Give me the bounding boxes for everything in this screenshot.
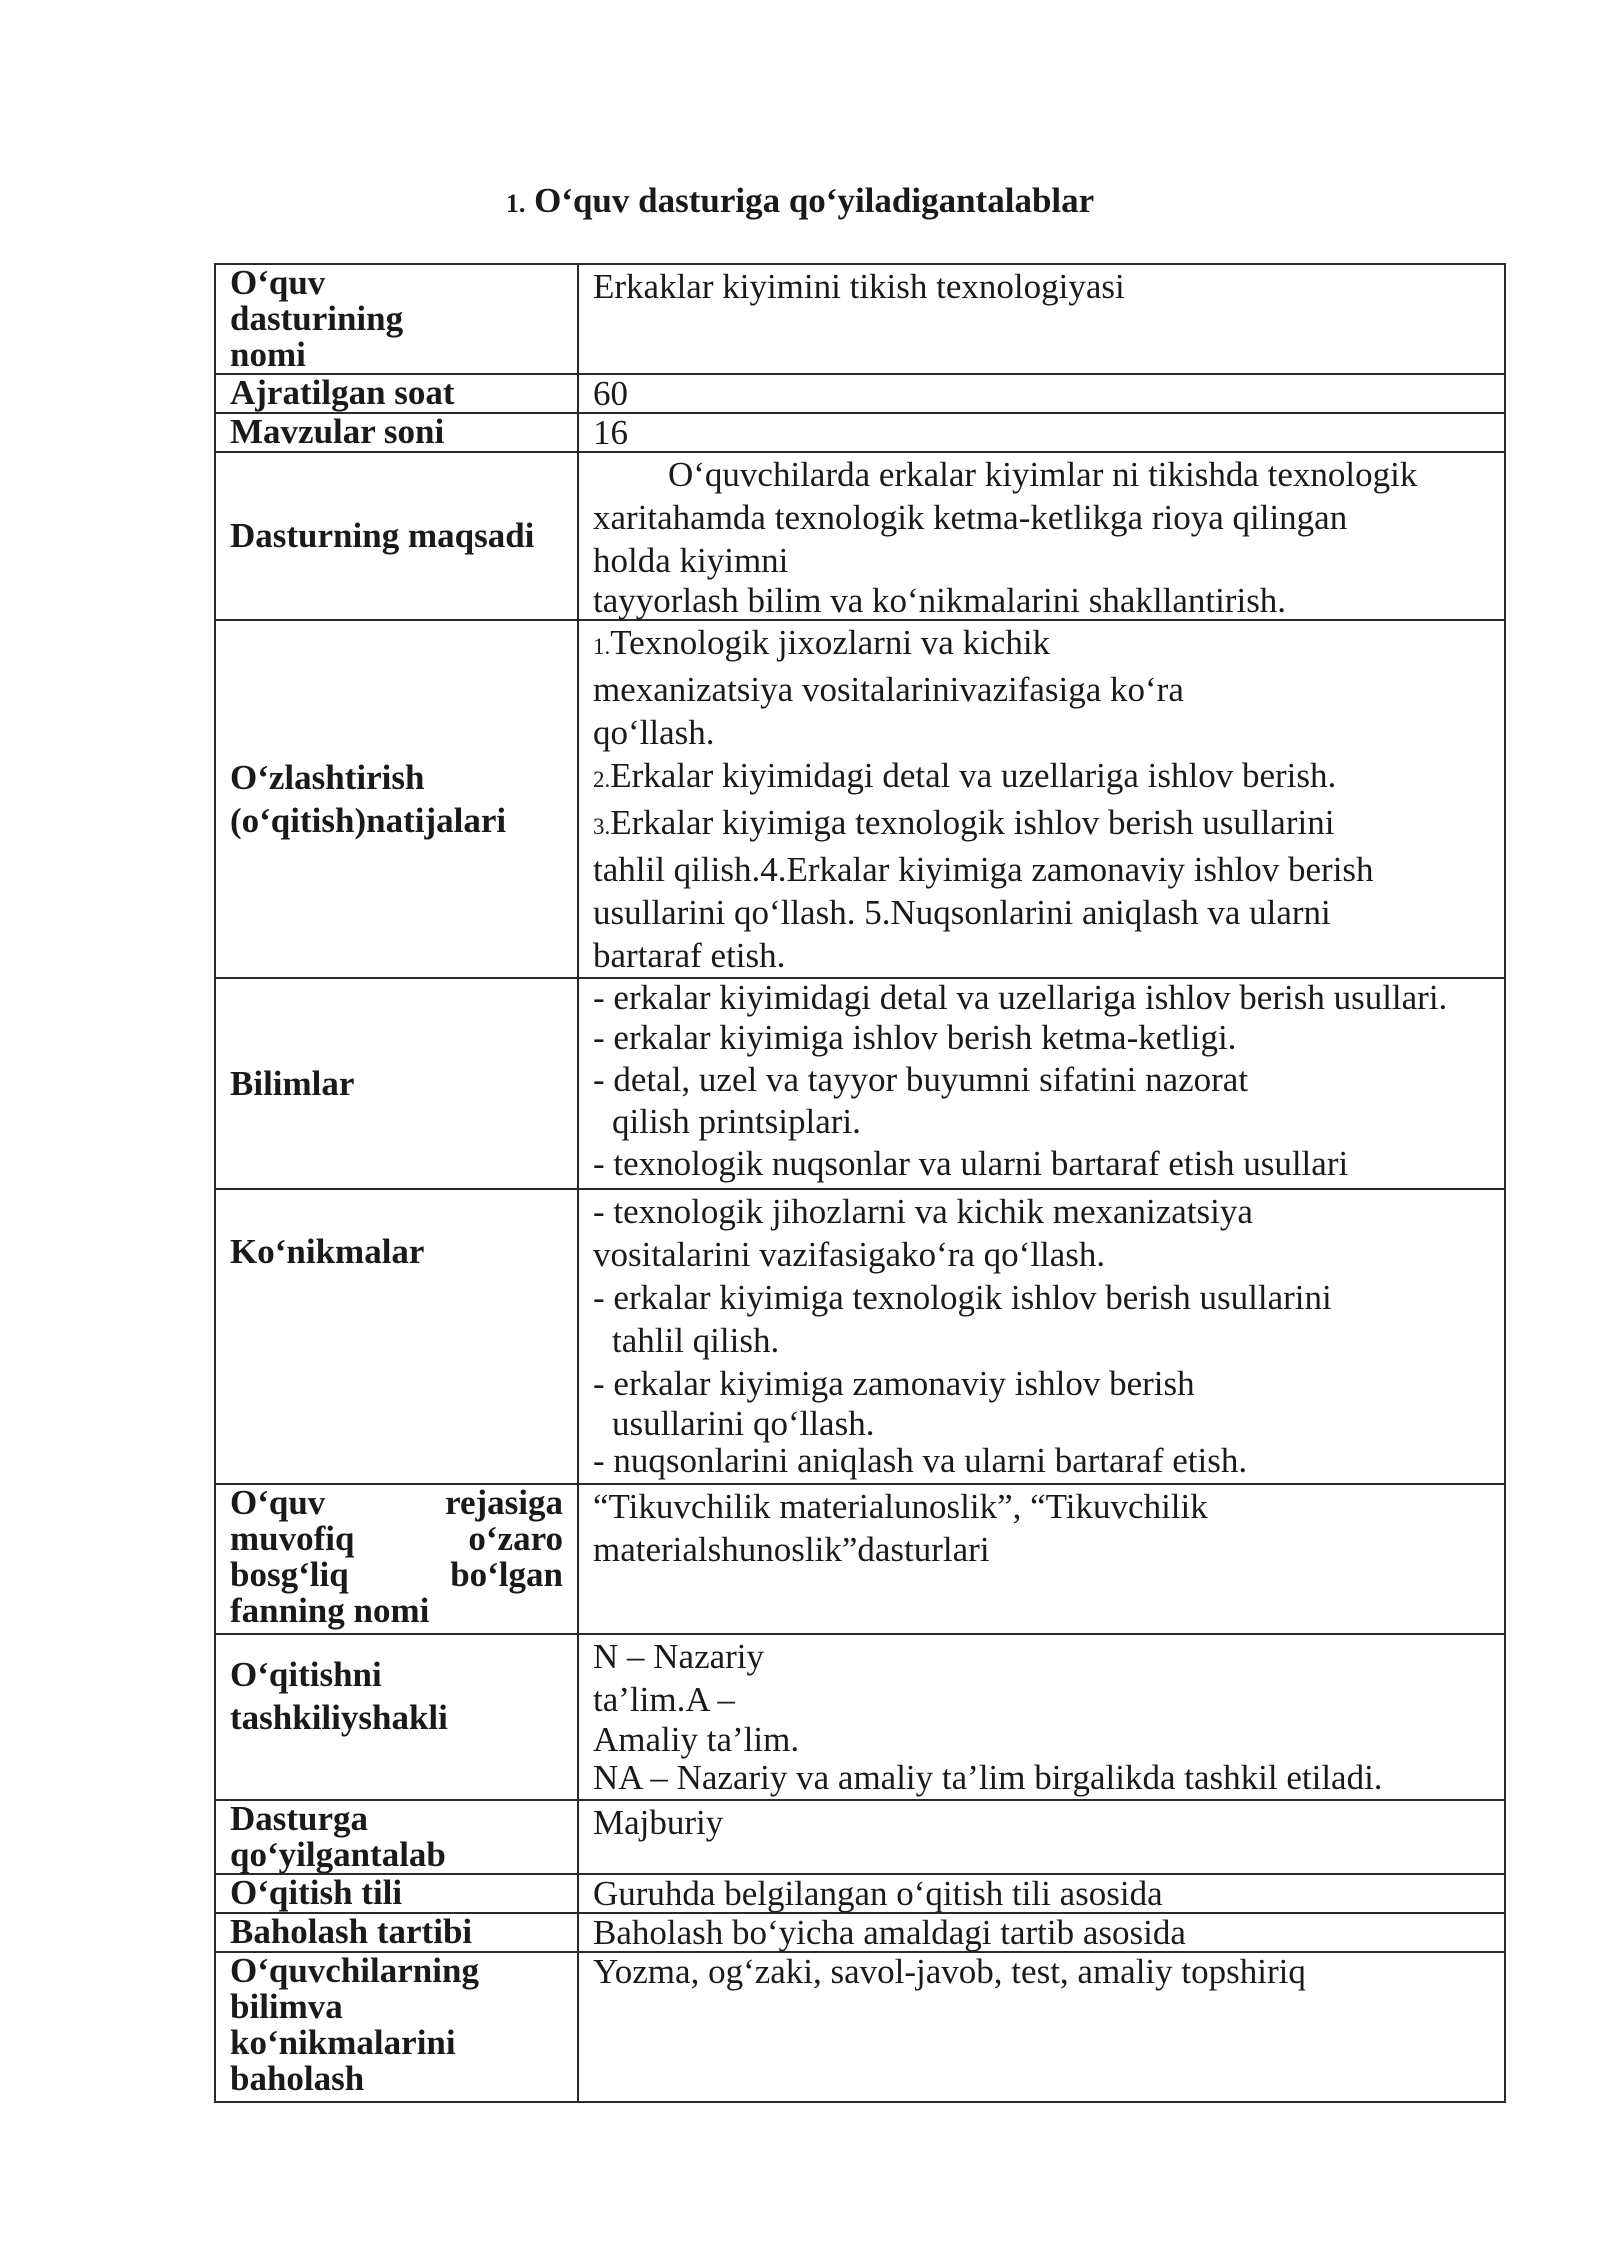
label-line: [230, 1557, 563, 1593]
value-skills: [578, 1189, 1505, 1484]
related-line: materialshunoslik”dasturlari: [593, 1530, 990, 1569]
skills-item-cont: tahlil qilish.: [612, 1321, 780, 1360]
label-line: Dasturga: [230, 1799, 369, 1838]
form-line: ta’lim.A –: [593, 1680, 735, 1719]
label-line: O‘quv: [230, 263, 326, 302]
value-assessment: Baholash bo‘yicha amaldagi tartib asosida: [578, 1913, 1505, 1952]
goal-line: holda kiyimni: [593, 541, 789, 580]
knowledge-item: - detal, uzel va tayyor buyumni sifatini nazorat: [593, 1060, 1249, 1099]
result-line: Texnologik jixozlarni va kichik: [610, 623, 1051, 662]
form-line: NA – Nazariy va amaliy ta’lim birgalikda tashkil etiladi.: [593, 1758, 1383, 1797]
label-word: o‘zaro: [468, 1519, 563, 1558]
label-line: tashkiliyshakli: [230, 1698, 448, 1737]
skills-item: - nuqsonlarini aniqlash va ularni bartaraf etish.: [593, 1441, 1248, 1480]
label-topics: Mavzular soni: [215, 413, 578, 452]
goal-line: tayyorlash bilim va ko‘nikmalarini shakllantirish.: [593, 581, 1287, 620]
value-topics: 16: [578, 413, 1505, 452]
knowledge-item: - erkalar kiyimidagi detal va uzellariga ishlov berish usullari.: [593, 978, 1448, 1017]
value-goal: [578, 452, 1505, 620]
label-hours: Ajratilgan soat: [215, 374, 578, 413]
label-line: qo‘yilgantalab: [230, 1835, 446, 1874]
label-requirement: [215, 1800, 578, 1874]
form-line: Amaliy ta’lim.: [593, 1720, 800, 1759]
skills-item: - erkalar kiyimiga texnologik ishlov berish usullarini: [593, 1278, 1332, 1317]
result-number: 3.: [593, 814, 611, 839]
row-related-subjects: [215, 1484, 1505, 1634]
result-item: [593, 801, 1490, 848]
result-line: Erkalar kiyimiga texnologik ishlov berish usullarini: [610, 803, 1335, 842]
row-hours: [215, 374, 1505, 413]
related-line: “Tikuvchilik materialunoslik”, “Tikuvchilik: [593, 1487, 1208, 1526]
label-line: [230, 1521, 563, 1557]
label-line: baholash: [230, 2059, 365, 2098]
label-word: bosg‘liq: [230, 1555, 349, 1594]
form-line: N – Nazariy: [593, 1637, 765, 1676]
row-knowledge: [215, 978, 1505, 1189]
goal-line: xaritahamda texnologik ketma-ketlikga rioya qilingan: [593, 498, 1348, 537]
goal-line: O‘quvchilarda erkalar kiyimlar ni tikishda texnologik: [668, 455, 1418, 494]
label-knowledge: Bilimlar: [215, 978, 578, 1189]
result-line: mexanizatsiya vositalarinivazifasiga ko‘ra: [593, 670, 1184, 709]
value-hours: 60: [578, 374, 1505, 413]
row-program-name: [215, 264, 1505, 374]
row-topics: [215, 413, 1505, 452]
knowledge-item: - erkalar kiyimiga ishlov berish ketma-ketligi.: [593, 1018, 1237, 1057]
label-line: O‘qitishni: [230, 1655, 382, 1694]
row-language: [215, 1874, 1505, 1913]
label-line: dasturining: [230, 299, 404, 338]
label-word: O‘quv: [230, 1483, 326, 1522]
label-line: nomi: [230, 335, 306, 374]
label-line: bilimva: [230, 1987, 343, 2026]
result-number: 2.: [593, 767, 611, 792]
result-item: [593, 754, 1490, 801]
label-assessment: Baholash tartibi: [215, 1913, 578, 1952]
value-program-name: Erkaklar kiyimini tikish texnologiyasi: [578, 264, 1505, 374]
result-item: [593, 621, 1490, 668]
skills-item-cont: vositalarini vazifasigako‘ra qo‘llash.: [593, 1235, 1106, 1274]
label-line: ko‘nikmalarini: [230, 2023, 456, 2062]
row-evaluation: [215, 1952, 1505, 2102]
knowledge-item-cont: qilish printsiplari.: [612, 1102, 861, 1141]
skills-item: - erkalar kiyimiga zamonaviy ishlov berish: [593, 1364, 1195, 1403]
label-evaluation: [215, 1952, 578, 2102]
row-teaching-form: [215, 1634, 1505, 1800]
page-title: [0, 180, 1600, 225]
title-text: O‘quv dasturiga qo‘yiladigantalablar: [534, 181, 1095, 220]
row-requirement: [215, 1800, 1505, 1874]
row-results: [215, 620, 1505, 978]
value-results: [578, 620, 1505, 978]
row-skills: [215, 1189, 1505, 1484]
row-goal: [215, 452, 1505, 620]
label-word: muvofiq: [230, 1519, 355, 1558]
program-requirements-table: [214, 263, 1506, 2103]
title-number: 1.: [505, 189, 526, 218]
label-goal: Dasturning maqsadi: [215, 452, 578, 620]
label-word: bo‘lgan: [450, 1555, 563, 1594]
label-program-name: [215, 264, 578, 374]
label-teaching-form: [215, 1634, 578, 1800]
value-evaluation: Yozma, og‘zaki, savol-javob, test, amaliy topshiriq: [578, 1952, 1505, 2102]
result-line: usullarini qo‘llash. 5.Nuqsonlarini aniqlash va ularni: [593, 893, 1331, 932]
value-requirement: Majburiy: [578, 1800, 1505, 1874]
result-line: bartaraf etish.: [593, 936, 786, 975]
value-language: Guruhda belgilangan o‘qitish tili asosida: [578, 1874, 1505, 1913]
value-knowledge: [578, 978, 1505, 1189]
label-line: (o‘qitish)natijalari: [230, 801, 507, 840]
skills-item: - texnologik jihozlarni va kichik mexanizatsiya: [593, 1192, 1253, 1231]
result-line: qo‘llash.: [593, 713, 715, 752]
label-line: O‘quvchilarning: [230, 1951, 479, 1990]
label-line: [230, 1485, 563, 1521]
label-skills: Ko‘nikmalar: [215, 1189, 578, 1484]
label-word: rejasiga: [445, 1483, 563, 1522]
result-line: Erkalar kiyimidagi detal va uzellariga ishlov berish.: [610, 756, 1337, 795]
label-related-subjects: [215, 1484, 578, 1634]
value-teaching-form: [578, 1634, 1505, 1800]
row-assessment: [215, 1913, 1505, 1952]
value-related-subjects: [578, 1484, 1505, 1634]
label-line: O‘zlashtirish: [230, 758, 425, 797]
label-language: O‘qitish tili: [215, 1874, 578, 1913]
skills-item-cont: usullarini qo‘llash.: [612, 1404, 875, 1443]
result-number: 1.: [593, 634, 611, 659]
label-line: fanning nomi: [230, 1591, 430, 1630]
label-results: [215, 620, 578, 978]
result-line: tahlil qilish.4.Erkalar kiyimiga zamonaviy ishlov berish: [593, 850, 1374, 889]
knowledge-item: - texnologik nuqsonlar va ularni bartaraf etish usullari: [593, 1144, 1349, 1183]
